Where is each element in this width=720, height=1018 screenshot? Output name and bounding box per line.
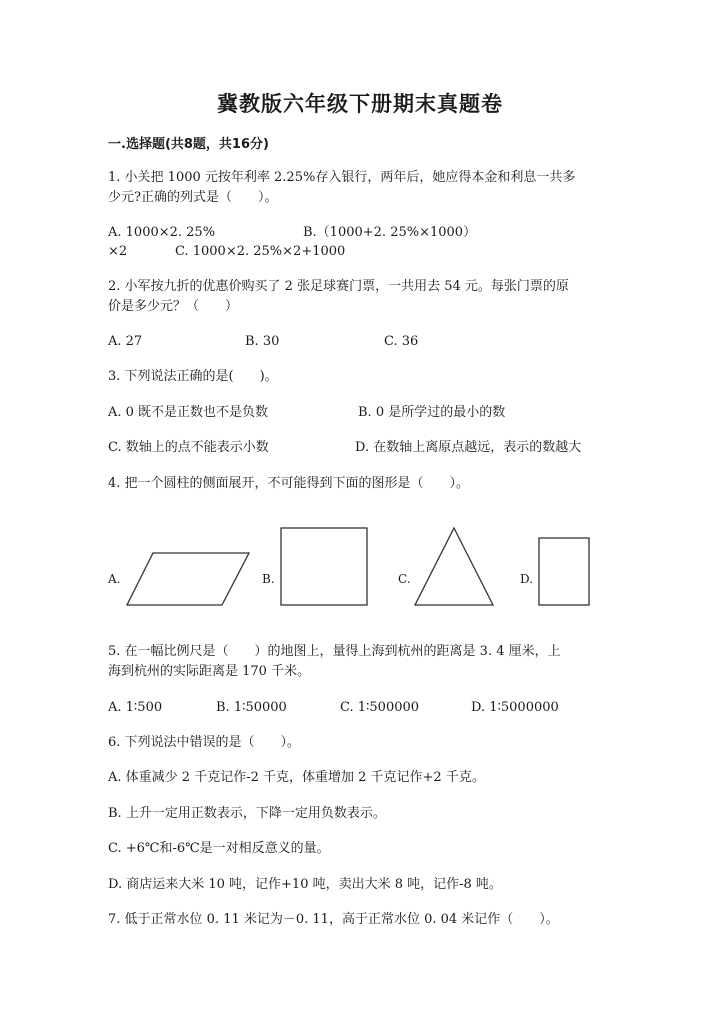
q4-label-c[interactable]: C. [398, 572, 411, 586]
q5-option-a[interactable]: A. 1∶500 [108, 700, 163, 715]
q5-option-b[interactable]: B. 1∶50000 [216, 700, 287, 715]
q3-option-c[interactable]: C. 数轴上的点不能表示小数 [108, 440, 269, 455]
q6-option-a[interactable]: A. 体重减少 2 千克记作-2 千克，体重增加 2 千克记作+2 千克。 [108, 770, 485, 785]
q1-option-c[interactable]: C. 1000×2. 25%×2+1000 [175, 244, 346, 259]
q4-label-b[interactable]: B. [262, 572, 275, 586]
q6-option-b[interactable]: B. 上升一定用正数表示，下降一定用负数表示。 [108, 806, 386, 821]
q3-option-b[interactable]: B. 0 是所学过的最小的数 [358, 405, 506, 420]
q7-stem: 7. 低于正常水位 0. 11 米记为－0. 11，高于正常水位 0. 04 米记作（ ）。 [108, 912, 559, 927]
q3-option-a[interactable]: A. 0 既不是正数也不是负数 [108, 405, 269, 420]
q1-stem-line1: 1. 小关把 1000 元按年利率 2.25%存入银行，两年后，她应得本金和利息一共多 [108, 170, 576, 185]
q4-label-a[interactable]: A. [108, 572, 121, 586]
parallelogram-figure [126, 552, 250, 606]
q6-stem: 6. 下列说法中错误的是（ ）。 [108, 735, 301, 750]
q6-option-c[interactable]: C. +6℃和-6℃是一对相反意义的量。 [108, 841, 330, 856]
section-heading: 一.选择题(共8题，共16分) [108, 137, 269, 152]
q5-stem-line2: 海到杭州的实际距离是 170 千米。 [108, 664, 311, 679]
q5-option-d[interactable]: D. 1∶5000000 [471, 700, 559, 715]
q3-stem: 3. 下列说法正确的是( )。 [108, 369, 278, 384]
q2-option-c[interactable]: C. 36 [384, 334, 419, 349]
q6-option-d[interactable]: D. 商店运来大米 10 吨，记作+10 吨，卖出大米 8 吨，记作-8 吨。 [108, 877, 502, 892]
q5-option-c[interactable]: C. 1∶500000 [340, 700, 420, 715]
q4-label-d[interactable]: D. [520, 572, 534, 586]
q2-stem-line1: 2. 小军按九折的优惠价购买了 2 张足球赛门票，一共用去 54 元。每张门票的原 [108, 279, 569, 294]
triangle-figure [414, 527, 494, 606]
q1-option-a[interactable]: A. 1000×2. 25% [108, 225, 216, 240]
q2-option-a[interactable]: A. 27 [108, 334, 143, 349]
q3-option-d[interactable]: D. 在数轴上离原点越远，表示的数越大 [355, 440, 582, 455]
q2-stem-line2: 价是多少元？（ ） [108, 299, 239, 314]
page-title: 冀教版六年级下册期末真题卷 [217, 92, 503, 116]
q1-option-b-continued: ×2 [108, 244, 128, 259]
rectangle-figure [538, 537, 590, 606]
q2-option-b[interactable]: B. 30 [245, 334, 280, 349]
q5-stem-line1: 5. 在一幅比例尺是（ ）的地图上，量得上海到杭州的距离是 3. 4 厘米，上 [108, 644, 561, 659]
q1-option-b[interactable]: B.（1000+2. 25%×1000） [303, 225, 477, 240]
square-figure [280, 527, 368, 606]
q4-stem: 4. 把一个圆柱的侧面展开，不可能得到下面的图形是（ ）。 [108, 476, 470, 491]
q1-stem-line2: 少元?正确的列式是（ ）。 [108, 190, 278, 205]
